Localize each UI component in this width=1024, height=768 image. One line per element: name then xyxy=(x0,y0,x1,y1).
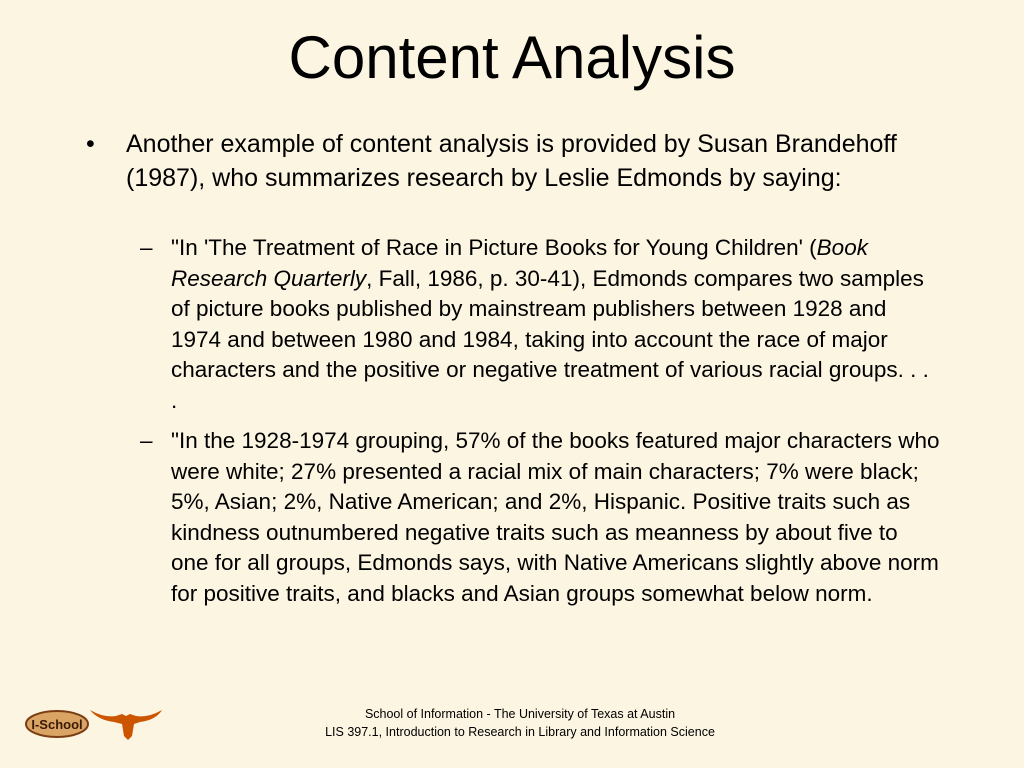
ischool-logo-text: I-School xyxy=(31,717,83,732)
main-bullet xyxy=(86,127,906,195)
footer xyxy=(0,705,1024,741)
sub-bullet-1 xyxy=(140,233,940,416)
footer-line-1: School of Information - The University of Texas at Austin xyxy=(364,707,676,721)
dash-marker: – xyxy=(140,428,153,453)
main-bullet-text: Another example of content analysis is provided by Susan Brandehoff (1987), who summarizes research by Leslie Edmonds by saying: xyxy=(126,130,897,192)
footer-line-2: LIS 397.1, Introduction to Research in Library and Information Science xyxy=(325,725,715,739)
sub-bullet-1-text xyxy=(171,233,940,416)
journal-title: Book Research Quarterly xyxy=(171,235,868,291)
slide-title: Content Analysis xyxy=(288,24,736,91)
quote-body: , Fall, 1986, p. 30-41), Edmonds compares two samples of picture books published by mainstream publishers between 1928 and 1974 and between 1980 and 1984, taking into account the race of major characters and the positive or negative treatment of various racial groups. . . . xyxy=(171,265,929,413)
sub-bullet-2-text: "In the 1928-1974 grouping, 57% of the books featured major characters who were white; 27% presented a racial mix of main characters; 7% were black; 5%, Asian; 2%, Native American; and 2%, Hispanic. Positive traits such as kindness outnumbered negative traits such as meanness by about five to one for all groups, Edmonds says, with Native Americans slightly above norm for positive traits, and blacks and Asian groups somewhat below norm. xyxy=(171,428,940,606)
sub-bullet-2 xyxy=(140,426,940,609)
dash-marker: – xyxy=(140,235,153,260)
bullet-marker: • xyxy=(86,130,95,158)
quote-intro: "In 'The Treatment of Race in Picture Books for Young Children' ( xyxy=(171,235,817,260)
